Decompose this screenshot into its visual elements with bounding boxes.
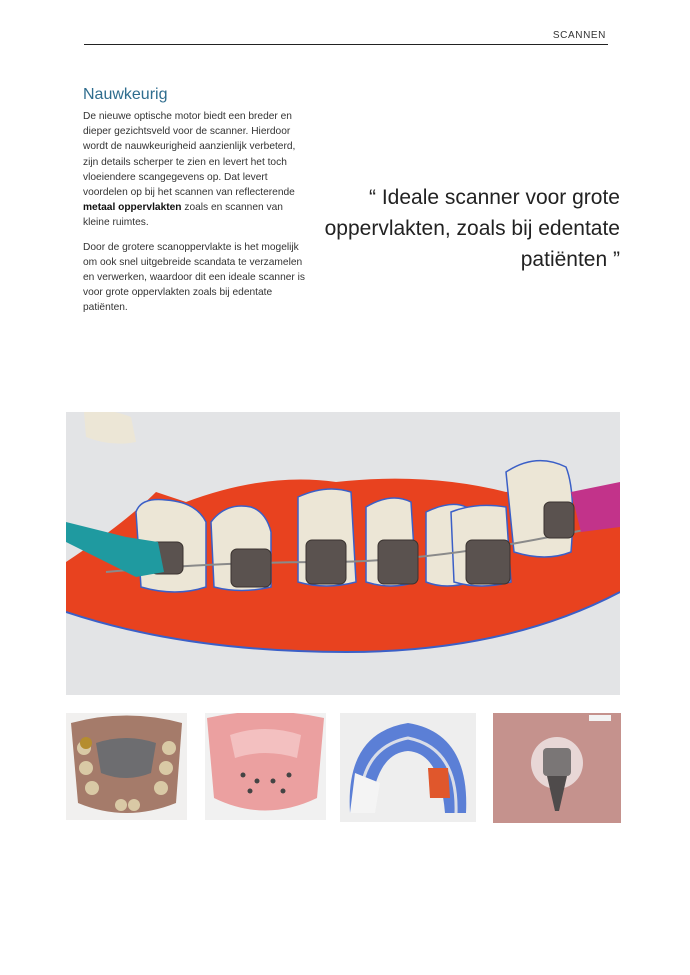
section-label: SCANNEN bbox=[552, 30, 606, 41]
thumbnail-implant-scan bbox=[493, 713, 621, 823]
body-text bbox=[83, 109, 308, 325]
paragraph-1: De nieuwe optische motor biedt een breder en dieper gezichtsveld voor de scanner. Hierdoor wordt de nauwkeurigheid aanzienlijk verbeterd, zijn details scherper te zien en levert het toch vloeiendere scangegevens op. Dat levert voordelen op bij het scannen van reflecterende metaal oppervlakten zoals en scannen van kleine ruimtes. bbox=[83, 111, 296, 229]
thumbnail-impression-scan bbox=[340, 713, 476, 822]
bold-term: metaal oppervlakten bbox=[83, 202, 182, 214]
thumbnail-metal-framework bbox=[66, 713, 187, 820]
paragraph-2: Door de grotere scanoppervlakte is het mogelijk om ook snel uitgebreide scandata te verzamelen en verwerken, waardoor dit een ideale scanner is voor grote oppervlakten zoals bij edentate patiënten. bbox=[83, 241, 305, 314]
hero-scan-image bbox=[66, 412, 620, 695]
thumbnail-edentulous-scan bbox=[205, 713, 326, 820]
pull-quote: “ Ideale scanner voor grote oppervlakten, zoals bij edentate patiënten ” bbox=[324, 186, 620, 271]
header-divider bbox=[84, 44, 608, 45]
section-title: Nauwkeurig bbox=[83, 86, 168, 103]
